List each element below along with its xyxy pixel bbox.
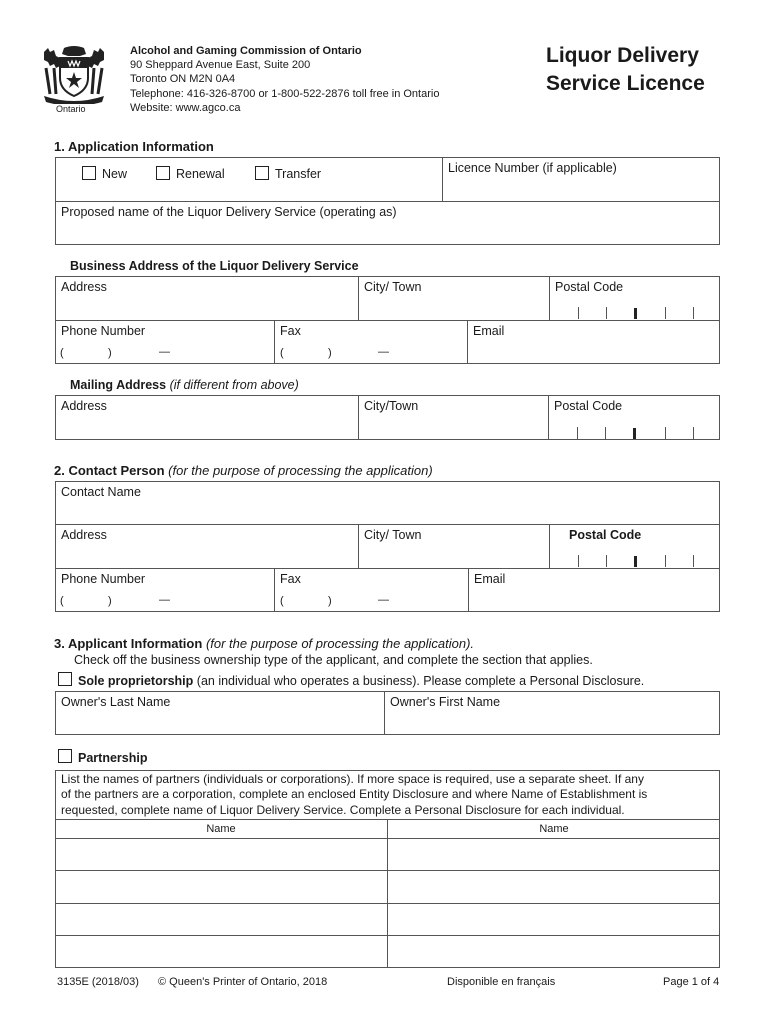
ontario-label: Ontario xyxy=(56,104,86,114)
contact-address-field[interactable] xyxy=(56,545,357,567)
renewal-option-label: Renewal xyxy=(176,167,225,181)
section3-heading-text: 3. Applicant Information xyxy=(54,636,203,651)
business-postal-code-field[interactable] xyxy=(550,305,719,319)
owner-first-name-label: Owner's First Name xyxy=(390,695,501,709)
divider xyxy=(55,568,720,569)
business-fax-dash: — xyxy=(378,346,389,358)
contact-phone-paren-open: ( xyxy=(60,595,64,607)
business-city-label: City/ Town xyxy=(364,280,422,294)
contact-city-label: City/ Town xyxy=(364,528,422,542)
copyright: © Queen's Printer of Ontario, 2018 xyxy=(158,976,328,988)
business-phone-dash: — xyxy=(159,346,170,358)
proposed-name-label: Proposed name of the Liquor Delivery Service (operating as) xyxy=(61,205,397,219)
business-email-field[interactable] xyxy=(468,341,719,363)
new-checkbox[interactable] xyxy=(82,166,96,180)
partner-name-field-7[interactable] xyxy=(56,936,386,967)
contact-fax-dash: — xyxy=(378,594,389,606)
licence-number-label: Licence Number (if applicable) xyxy=(448,161,617,175)
partner-name-field-1[interactable] xyxy=(56,839,386,870)
contact-postal-label: Postal Code xyxy=(569,528,642,542)
agency-contact-block xyxy=(130,44,439,115)
section2-heading-text: 2. Contact Person xyxy=(54,463,165,478)
partnership-checkbox[interactable] xyxy=(58,749,72,763)
transfer-option-label: Transfer xyxy=(275,167,322,181)
contact-fax-paren-close: ) xyxy=(328,595,332,607)
mailing-address-heading xyxy=(70,378,299,392)
business-address-heading: Business Address of the Liquor Delivery Service xyxy=(70,259,359,273)
licence-number-field[interactable] xyxy=(443,178,719,200)
contact-phone-field[interactable] xyxy=(56,589,273,611)
divider xyxy=(55,320,720,321)
divider xyxy=(55,524,720,525)
business-phone-paren-close: ) xyxy=(108,347,112,359)
mailing-heading-note: (if different from above) xyxy=(169,378,299,392)
ontario-coat-of-arms-logo xyxy=(40,44,108,104)
agency-website: Website: www.agco.ca xyxy=(130,101,241,114)
owner-first-name-field[interactable] xyxy=(385,712,719,734)
owner-last-name-label: Owner's Last Name xyxy=(61,695,171,709)
proposed-name-field[interactable] xyxy=(56,222,719,244)
mailing-address-field[interactable] xyxy=(56,416,357,438)
partnership-instruction-line3: requested, complete name of Liquor Delivery Service. Complete a Personal Disclosure for each individual. xyxy=(61,802,625,817)
mailing-address-label: Address xyxy=(61,399,107,413)
business-postal-label: Postal Code xyxy=(555,280,624,294)
form-title-line2: Service Licence xyxy=(546,72,705,95)
contact-phone-label: Phone Number xyxy=(61,572,146,586)
business-fax-label: Fax xyxy=(280,324,301,338)
contact-email-label: Email xyxy=(474,572,506,586)
mailing-heading-text: Mailing Address xyxy=(70,378,167,392)
business-address-label: Address xyxy=(61,280,107,294)
contact-email-field[interactable] xyxy=(469,589,719,611)
partner-name-field-2[interactable] xyxy=(388,839,719,870)
agency-address-line1: 90 Sheppard Avenue East, Suite 200 xyxy=(130,59,311,72)
mailing-city-field[interactable] xyxy=(359,416,547,438)
partnership-instruction-line2: of the partners are a corporation, complete an enclosed Entity Disclosure and where Name of Establishment is xyxy=(61,787,648,802)
business-fax-field[interactable] xyxy=(275,341,466,363)
business-email-label: Email xyxy=(473,324,505,338)
partnership-label: Partnership xyxy=(78,751,148,765)
sole-proprietorship-note: (an individual who operates a business). Please complete a Personal Disclosure. xyxy=(196,674,645,688)
new-option-label: New xyxy=(102,167,128,181)
partner-name-field-8[interactable] xyxy=(388,936,719,967)
transfer-checkbox[interactable] xyxy=(255,166,269,180)
section2-heading-note: (for the purpose of processing the application) xyxy=(168,463,433,478)
business-city-field[interactable] xyxy=(359,297,548,319)
divider xyxy=(55,201,720,202)
contact-address-label: Address xyxy=(61,528,107,542)
business-address-field[interactable] xyxy=(56,297,357,319)
section1-heading: 1. Application Information xyxy=(54,139,214,154)
mailing-city-label: City/Town xyxy=(364,399,419,413)
business-fax-paren-close: ) xyxy=(328,347,332,359)
contact-fax-paren-open: ( xyxy=(280,595,284,607)
business-phone-label: Phone Number xyxy=(61,324,146,338)
contact-fax-field[interactable] xyxy=(275,589,467,611)
contact-postal-code-field[interactable] xyxy=(550,553,719,567)
mailing-postal-code-field[interactable] xyxy=(549,425,719,439)
form-title xyxy=(546,42,705,98)
contact-city-field[interactable] xyxy=(359,545,548,567)
partnership-instruction-line1: List the names of partners (individuals or corporations). If more space is required, use a separate sheet. If any xyxy=(61,772,644,786)
french-availability: Disponible en français xyxy=(447,976,556,988)
agency-telephone: Telephone: 416-326-8700 or 1-800-522-2876 toll free in Ontario xyxy=(130,87,440,100)
business-phone-paren-open: ( xyxy=(60,347,64,359)
partner-name-field-3[interactable] xyxy=(56,871,386,903)
partner-name-field-5[interactable] xyxy=(56,904,386,935)
section3-heading-note: (for the purpose of processing the application). xyxy=(205,636,475,651)
sole-proprietorship-row xyxy=(78,674,644,688)
partner-name-field-6[interactable] xyxy=(388,904,719,935)
contact-fax-label: Fax xyxy=(280,572,301,586)
owner-last-name-field[interactable] xyxy=(56,712,383,734)
form-number: 3135E (2018/03) xyxy=(57,976,139,988)
section3-heading xyxy=(54,636,474,651)
section2-heading xyxy=(54,463,433,478)
contact-phone-dash: — xyxy=(159,594,170,606)
partner-name-column-left: Name xyxy=(206,823,236,835)
contact-name-field[interactable] xyxy=(56,502,719,523)
business-phone-field[interactable] xyxy=(56,341,273,363)
partner-name-column-right: Name xyxy=(539,823,569,835)
partner-name-field-4[interactable] xyxy=(388,871,719,903)
page-number: Page 1 of 4 xyxy=(663,976,720,988)
mailing-postal-label: Postal Code xyxy=(554,399,623,413)
business-fax-paren-open: ( xyxy=(280,347,284,359)
agency-name: Alcohol and Gaming Commission of Ontario xyxy=(130,45,362,57)
contact-phone-paren-close: ) xyxy=(108,595,112,607)
partnership-instructions xyxy=(61,772,647,818)
contact-name-label: Contact Name xyxy=(61,485,141,499)
agency-address-line2: Toronto ON M2N 0A4 xyxy=(130,73,236,86)
renewal-checkbox[interactable] xyxy=(156,166,170,180)
section3-instruction: Check off the business ownership type of the applicant, and complete the section that applies. xyxy=(74,653,593,667)
sole-proprietorship-label: Sole proprietorship xyxy=(78,674,194,688)
form-title-line1: Liquor Delivery xyxy=(546,44,699,67)
sole-proprietorship-checkbox[interactable] xyxy=(58,672,72,686)
